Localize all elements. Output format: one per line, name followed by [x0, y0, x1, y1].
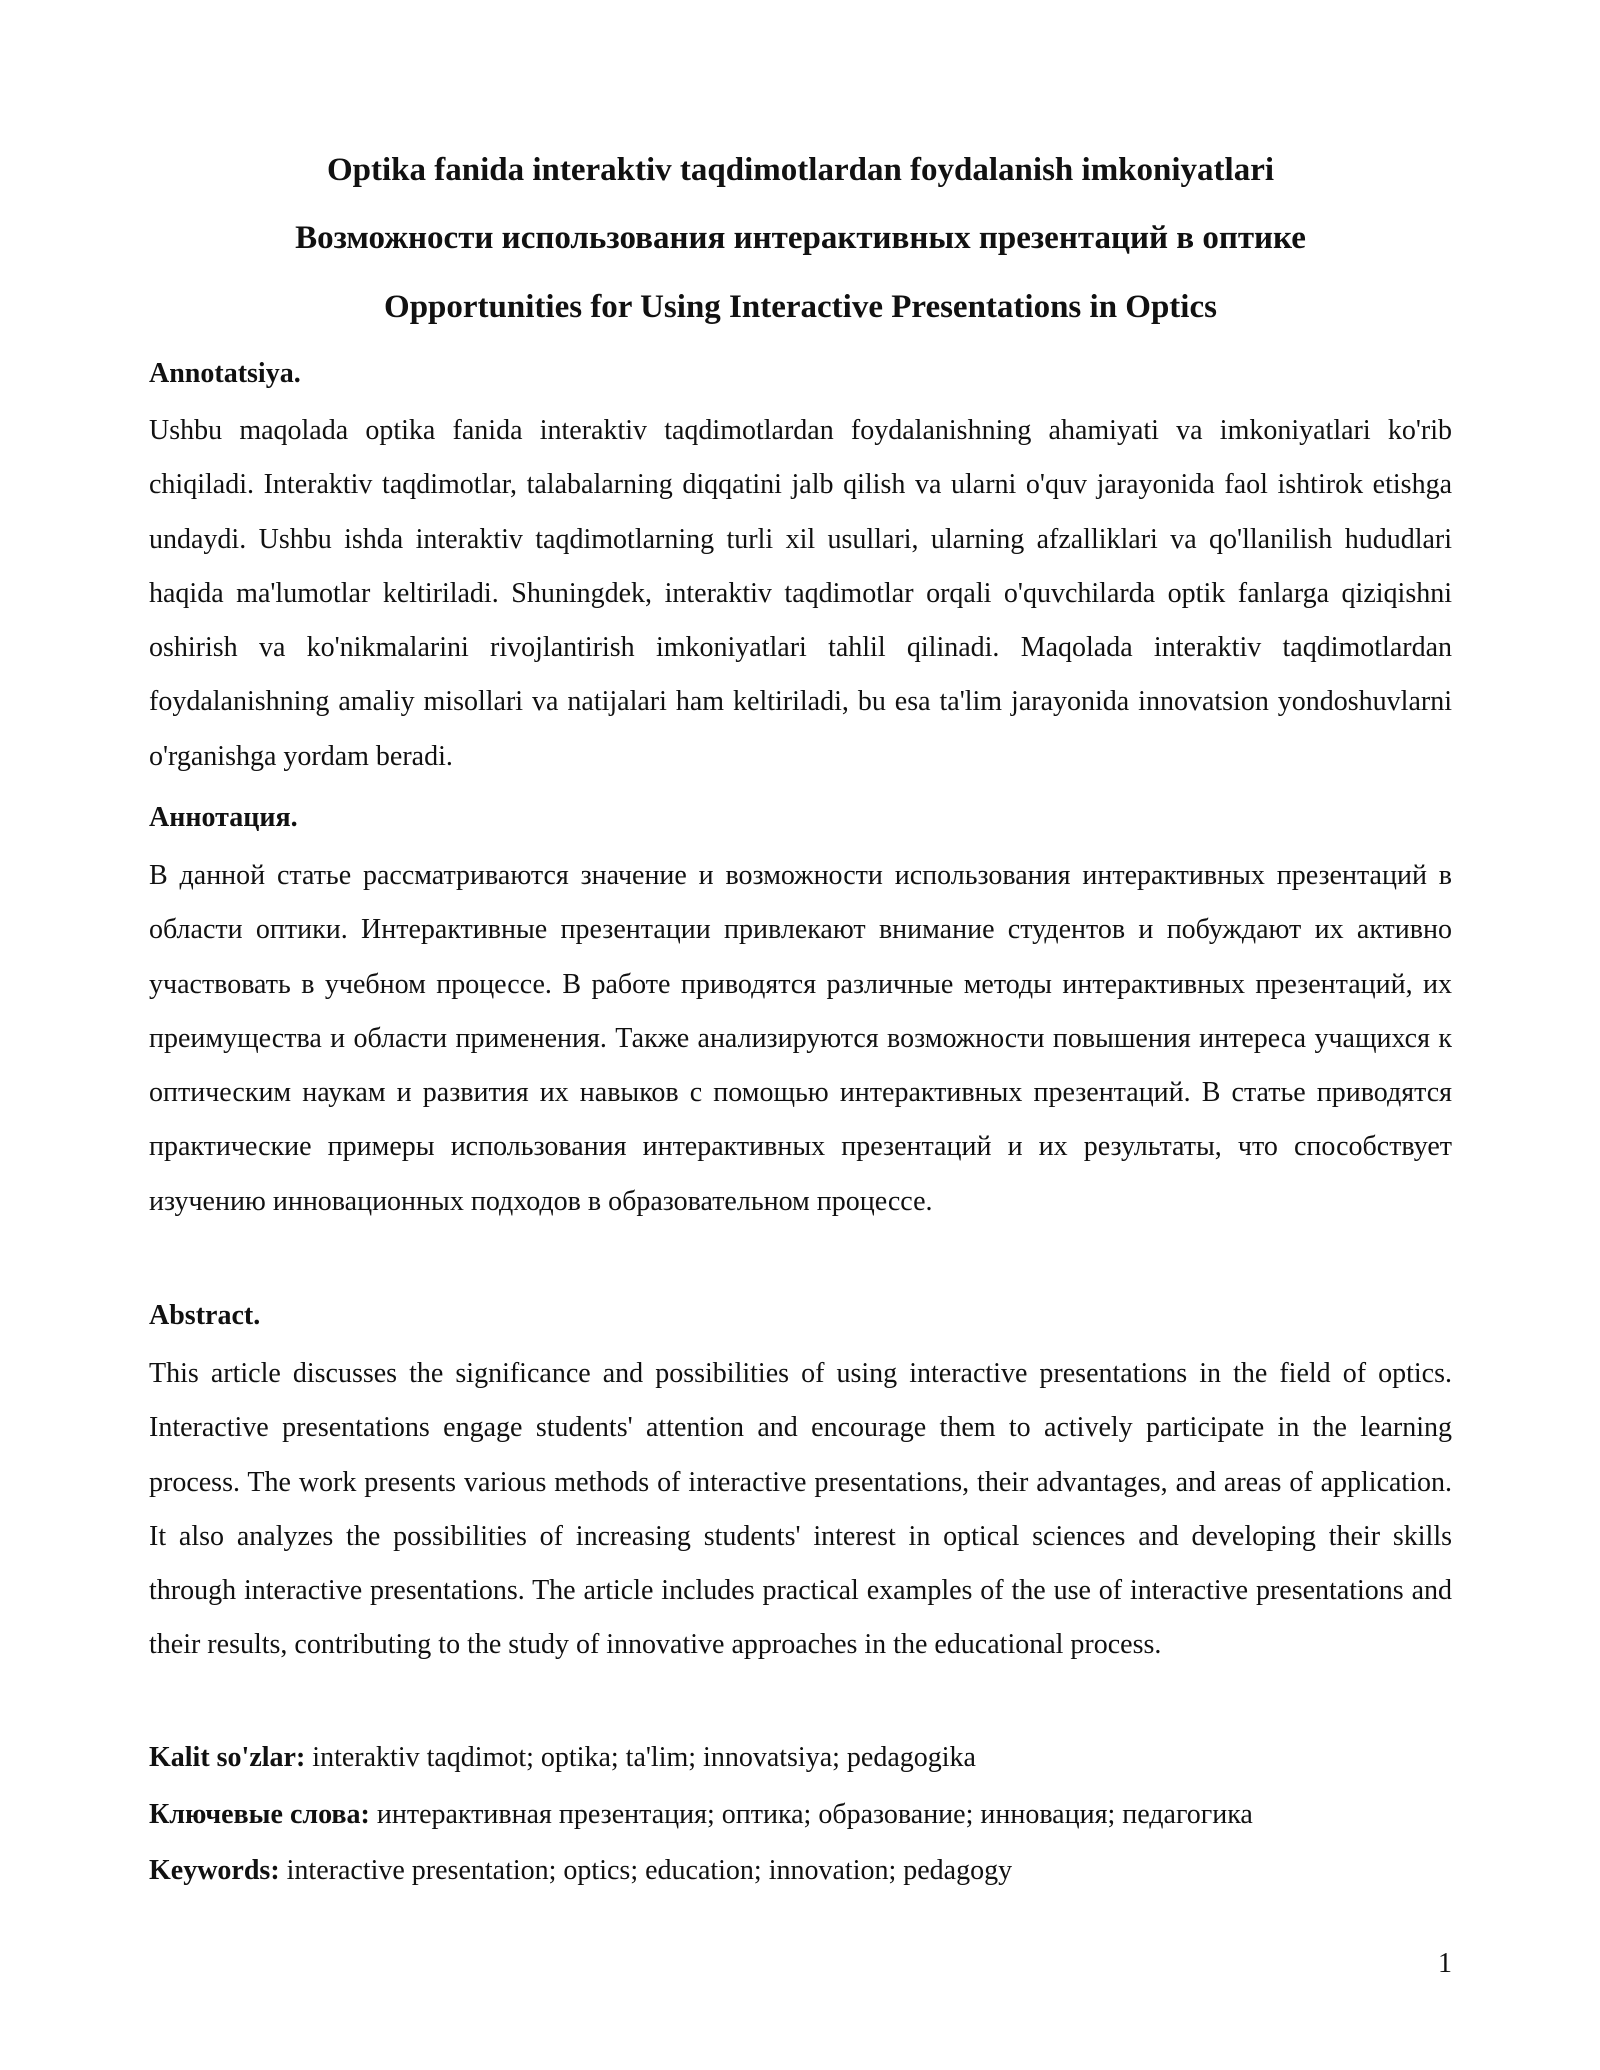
- abstract-text-russian: В данной статье рассматриваются значение и возможности использования интерактивных презентаций в области оптики. Интерактивные презентации привлекают внимание студентов и побуждают их активно участвовать в учебном процессе. В работе приводятся различные методы интерактивных презентаций, их преимущества и области применения. Также анализируются возможности повышения интереса учащихся к оптическим наукам и развития их навыков с помощью интерактивных презентаций. В статье приводятся практические примеры использования интерактивных презентаций и их результаты, что способствует изучению инновационных подходов в образовательном процессе.: [149, 860, 1452, 1217]
- page-number: 1: [1438, 1948, 1452, 1979]
- keywords-value-english: interactive presentation; optics; education; innovation; pedagogy: [279, 1855, 1013, 1886]
- keywords-label-uzbek: Kalit so'zlar:: [149, 1742, 306, 1773]
- abstract-text-uzbek: Ushbu maqolada optika fanida interaktiv taqdimotlardan foydalanishning ahamiyati va imkoniyatlari ko'rib chiqiladi. Interaktiv taqdimotlar, talabalarning diqqatini jalb qilish va ularni o'quv jarayonida faol ishtirok etishga undaydi. Ushbu ishda interaktiv taqdimotlarning turli xil usullari, ularning afzalliklari va qo'llanilish hududlari haqida ma'lumotlar keltiriladi. Shuningdek, interaktiv taqdimotlar orqali o'quvchilarda optik fanlarga qiziqishni oshirish va ko'nikmalarini rivojlantirish imkoniyatlari tahlil qilinadi. Maqolada interaktiv taqdimotlardan foydalanishning amaliy misollari va natijalari ham keltiriladi, bu esa ta'lim jarayonida innovatsion yondoshuvlarni o'rganishga yordam beradi.: [149, 415, 1452, 772]
- keywords-value-uzbek: interaktiv taqdimot; optika; ta'lim; innovatsiya; pedagogika: [305, 1742, 976, 1773]
- abstract-text-english: This article discusses the significance and possibilities of using interactive presentations in the field of optics. Interactive presentations engage students' attention and encourage them to actively participate in the learning process. The work presents various methods of interactive presentations, their advantages, and areas of application. It also analyzes the possibilities of increasing students' interest in optical sciences and developing their skills through interactive presentations. The article includes practical examples of the use of interactive presentations and their results, contributing to the study of innovative approaches in the educational process.: [149, 1358, 1452, 1661]
- keywords-uzbek: [149, 1740, 976, 1776]
- title-english: Opportunities for Using Interactive Presentations in Optics: [384, 289, 1217, 325]
- keywords-english: [149, 1853, 1012, 1889]
- title-russian: Возможности использования интерактивных презентаций в оптике: [295, 220, 1306, 256]
- keywords-label-english: Keywords:: [149, 1855, 280, 1886]
- abstract-heading-russian: Аннотация.: [149, 802, 298, 833]
- keywords-label-russian: Ключевые слова:: [149, 1799, 370, 1830]
- abstract-heading-english: Abstract.: [149, 1300, 261, 1331]
- abstract-heading-uzbek: Annotatsiya.: [149, 358, 301, 389]
- title-uzbek: Optika fanida interaktiv taqdimotlardan foydalanish imkoniyatlari: [326, 152, 1275, 188]
- keywords-value-russian: интерактивная презентация; оптика; образование; инновация; педагогика: [369, 1799, 1253, 1830]
- keywords-russian: [149, 1797, 1253, 1833]
